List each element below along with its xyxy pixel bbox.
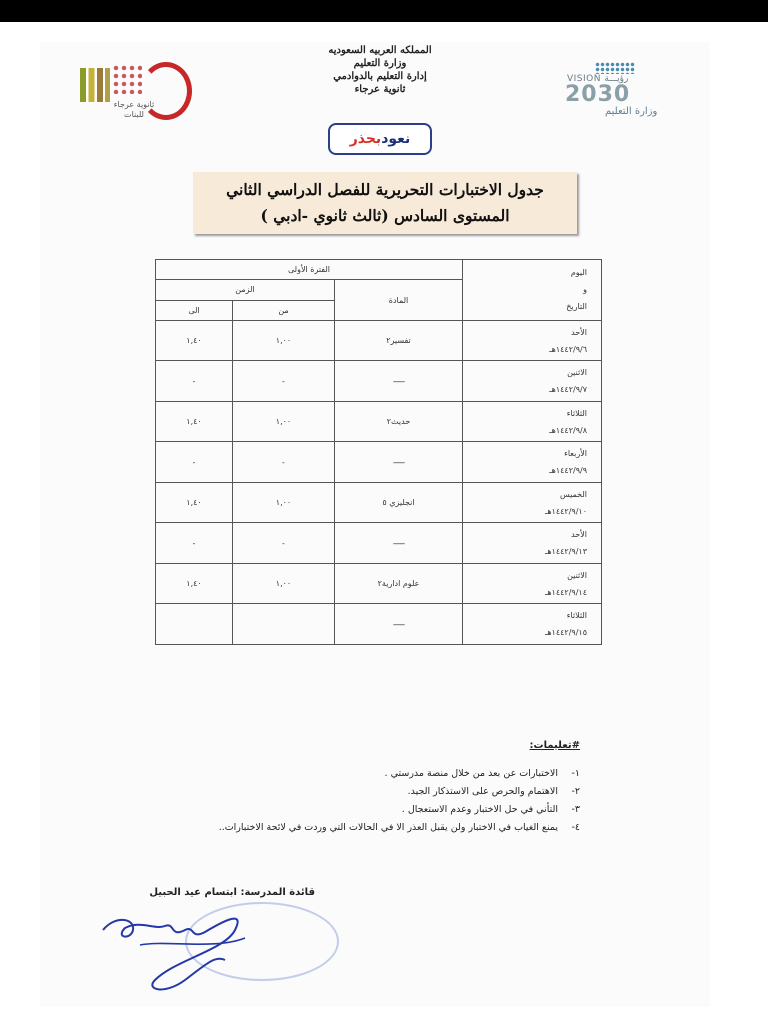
from-cell: ١,٠٠ [233,320,335,361]
from-cell: - [233,361,335,402]
table-row [156,523,602,564]
day-date-header: اليوم و التاريخ [463,260,602,321]
dots-pattern-icon [112,64,142,94]
vision-label: VISION رؤيـــة [567,74,629,84]
table-row [156,604,602,645]
to-cell: ١,٤٠ [156,401,233,442]
from-cell: ١,٠٠ [233,563,335,604]
list-item: ١- الاختبارات عن بعد من خلال منصة مدرستي . [384,768,580,779]
to-cell: - [156,442,233,483]
table-row [156,442,602,483]
subject-cell: حديث٢ [335,401,463,442]
to-cell: ١,٤٠ [156,563,233,604]
document-title-box [193,172,577,234]
subject-cell: ------ [335,442,463,483]
list-item: ٢- الاهتمام والحرص على الاستذكار الجيد. [407,786,580,797]
period-header: الفترة الأولى [156,260,463,280]
to-header: الى [156,300,233,320]
document-title: جدول الاختبارات التحريرية للفصل الدراسي الثاني [226,180,544,199]
header-institution [280,44,480,96]
table-row [156,482,602,523]
table-row [156,401,602,442]
exam-schedule-table [155,259,602,645]
from-header: من [233,300,335,320]
instructions-title: #تعليمات: [529,740,580,751]
from-cell: - [233,523,335,564]
subject-cell: تفسير٢ [335,320,463,361]
table-row [156,563,602,604]
day-cell: الخميس ١٤٤٢/٩/١٠هـ [463,482,602,523]
day-cell: الأحد ١٤٤٢/٩/٦هـ [463,320,602,361]
subject-cell: ------ [335,604,463,645]
subject-cell: علوم ادارية٢ [335,563,463,604]
from-cell: ١,٠٠ [233,482,335,523]
subject-cell: ------ [335,361,463,402]
from-cell: ١,٠٠ [233,401,335,442]
vision-dots-icon [595,62,635,74]
table-row [156,361,602,402]
to-cell: ١,٤٠ [156,482,233,523]
day-cell: الاثنين ١٤٤٢/٩/١٤هـ [463,563,602,604]
instructions-section [150,740,580,837]
header-line-country: المملكه العربيه السعوديه [328,45,432,56]
document-subtitle: المستوى السادس (ثالث ثانوي -ادبي ) [260,206,510,225]
handwritten-signature [95,900,295,1000]
books-icon [80,68,110,102]
principal-signature-label: قائدة المدرسة: ابتسام عيد الحبيل [149,887,315,898]
vision-year: 2030 [565,82,631,107]
school-logo [78,60,193,125]
slogan-part1: نعود [381,131,411,147]
ministry-logo-text: وزارة التعليم [605,106,658,117]
to-cell: - [156,361,233,402]
day-cell: الأربعاء ١٤٤٢/٩/٩هـ [463,442,602,483]
day-cell: الأحد ١٤٤٢/٩/١٣هـ [463,523,602,564]
vision-2030-logo [565,62,675,122]
from-cell: - [233,442,335,483]
header-line-ministry: وزارة التعليم [353,58,407,69]
subject-cell: ------ [335,523,463,564]
table-row [156,320,602,361]
list-item: ٣- التأني في حل الاختبار وعدم الاستعجال . [401,804,580,815]
day-cell: الثلاثاء ١٤٤٢/٩/١٥هـ [463,604,602,645]
to-cell: ١,٤٠ [156,320,233,361]
subject-cell: انجليزي ٥ [335,482,463,523]
subject-header: المادة [335,280,463,321]
list-item: ٤- يمنع الغياب في الاختبار ولن يقبل العذر الا في الحالات التي وردت في لائحة الاختبارات.. [218,822,580,833]
to-cell [156,604,233,645]
to-cell: - [156,523,233,564]
header-line-school: ثانوية عرجاء [354,84,406,95]
from-cell [233,604,335,645]
top-black-bar [0,0,768,22]
header-line-department: إدارة التعليم بالدوادمي [333,71,427,82]
time-header: الزمن [156,280,335,300]
school-logo-text: ثانوية عرجاء للبنات [113,100,155,119]
slogan-badge [328,123,432,155]
day-cell: الاثنين ١٤٤٢/٩/٧هـ [463,361,602,402]
slogan-part2: بحذر [349,131,382,147]
day-cell: الثلاثاء ١٤٤٢/٩/٨هـ [463,401,602,442]
